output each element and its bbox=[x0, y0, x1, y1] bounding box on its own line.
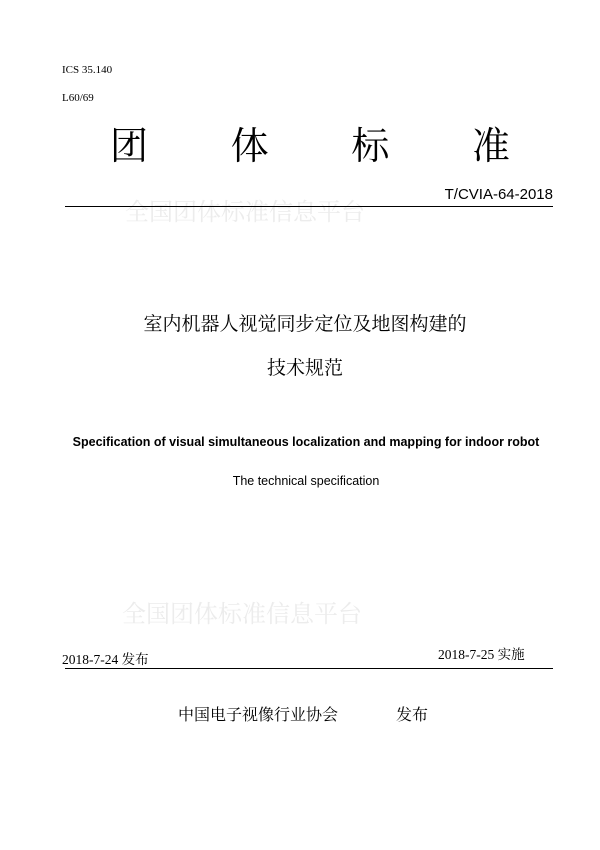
implementation-date: 2018-7-25 实施 bbox=[438, 647, 525, 662]
standard-type-char: 准 bbox=[471, 124, 510, 168]
standard-type-char: 团 bbox=[110, 124, 149, 168]
top-divider bbox=[65, 206, 553, 207]
ccs-code: L60/69 bbox=[62, 92, 94, 104]
issued-label: 发布 bbox=[396, 705, 429, 724]
standard-type-char: 体 bbox=[230, 124, 269, 168]
chinese-title-line-2: 技术规范 bbox=[266, 357, 343, 379]
bottom-divider bbox=[65, 668, 553, 669]
issuing-organization: 中国电子视像行业协会 bbox=[178, 705, 339, 724]
standard-type-heading bbox=[110, 122, 510, 170]
standard-type-char: 标 bbox=[351, 124, 390, 168]
chinese-title-line-1: 室内机器人视觉同步定位及地图构建的 bbox=[143, 313, 467, 335]
watermark-top: 全国团体标准信息平台 bbox=[125, 198, 365, 226]
standard-number: T/CVIA-64-2018 bbox=[444, 186, 553, 203]
publication-date: 2018-7-24 发布 bbox=[62, 652, 149, 667]
watermark-bottom: 全国团体标准信息平台 bbox=[122, 600, 362, 628]
ics-code: ICS 35.140 bbox=[62, 64, 113, 76]
english-title-line-2: The technical specification bbox=[232, 474, 380, 488]
english-title-line-1: Specification of visual simultaneous localization and mapping for indoor robot bbox=[72, 435, 540, 449]
